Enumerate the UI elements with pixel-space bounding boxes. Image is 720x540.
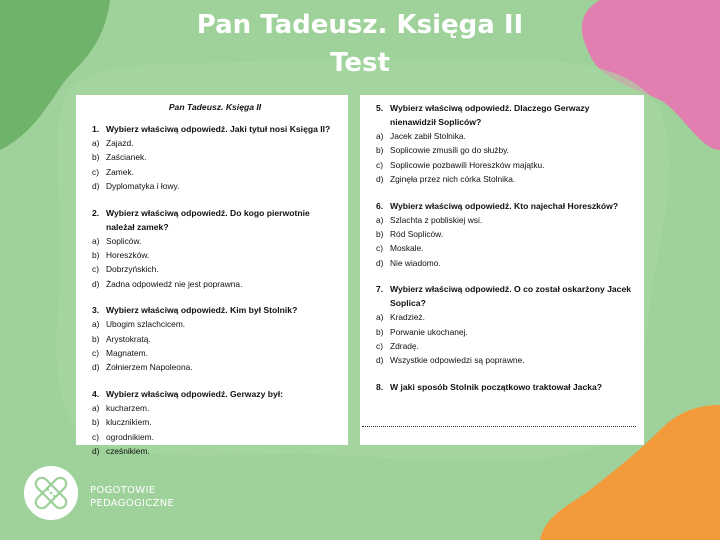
question-text: Wybierz właściwą odpowiedź. Kto najechał Horeszków? xyxy=(390,200,619,211)
option-text: kucharzem. xyxy=(106,402,150,413)
option-letter: c) xyxy=(92,264,99,275)
option-letter: d) xyxy=(92,446,100,457)
answer-option xyxy=(376,325,634,339)
option-letter: b) xyxy=(92,333,100,344)
option-text: cześnikiem. xyxy=(106,446,150,457)
test-sheet-right xyxy=(360,95,644,445)
answer-option xyxy=(92,277,338,291)
answer-option xyxy=(92,234,338,248)
bandage-icon xyxy=(24,466,78,520)
option-text: Kradzież. xyxy=(390,312,425,323)
question-number: 3. xyxy=(92,305,100,316)
option-letter: a) xyxy=(92,319,100,330)
option-text: Ród Sopliców. xyxy=(390,229,444,240)
option-text: Arystokratą. xyxy=(106,333,151,344)
option-text: Nie wiadomo. xyxy=(390,257,441,268)
answer-option xyxy=(92,444,338,458)
answer-option xyxy=(376,227,634,241)
answer-option xyxy=(376,129,634,143)
option-letter: c) xyxy=(376,159,383,170)
option-letter: a) xyxy=(376,214,384,225)
option-text: Zajazd. xyxy=(106,138,134,148)
option-letter: d) xyxy=(92,362,100,373)
answer-option xyxy=(92,248,338,262)
question-text: Wybierz właściwą odpowiedź. Gerwazy był: xyxy=(106,388,284,399)
option-text: Zamek. xyxy=(106,166,134,177)
option-text: Zginęła przez nich córka Stolnika. xyxy=(390,174,516,185)
answer-option xyxy=(92,262,338,276)
option-text: Porwanie ukochanej. xyxy=(390,326,468,337)
option-text: Soplicowie zmusili go do służby. xyxy=(390,145,510,156)
option-text: Dyplomatyka i łowy. xyxy=(106,181,180,192)
option-text: Jacek zabił Stolnika. xyxy=(390,131,466,141)
option-letter: a) xyxy=(92,138,100,148)
question-text: W jaki sposób Stolnik początkowo traktował Jacka? xyxy=(390,381,603,392)
option-letter: c) xyxy=(92,431,99,442)
question-text: Wybierz właściwą odpowiedź. O co został oskarżony Jacek Soplica? xyxy=(390,284,632,309)
question-4 xyxy=(92,387,338,459)
option-letter: d) xyxy=(92,278,100,289)
question-number: 6. xyxy=(376,200,384,211)
option-text: Moskale. xyxy=(390,243,424,254)
question-text: Wybierz właściwą odpowiedź. Jaki tytuł nosi Księga II? xyxy=(106,124,331,134)
option-letter: b) xyxy=(376,326,384,337)
answer-option xyxy=(376,172,634,186)
question-number: 8. xyxy=(376,381,384,392)
answer-option xyxy=(92,360,338,374)
option-text: Żołnierzem Napoleona. xyxy=(106,362,193,373)
option-text: ogrodnikiem. xyxy=(106,431,154,442)
option-letter: a) xyxy=(376,312,384,323)
question-number: 2. xyxy=(92,207,100,218)
option-letter: a) xyxy=(92,402,100,413)
question-2 xyxy=(92,206,338,292)
question-text: Wybierz właściwą odpowiedź. Kim był Stolnik? xyxy=(106,305,298,316)
brand-name-line1: POGOTOWIE xyxy=(90,485,156,496)
question-3 xyxy=(92,303,338,375)
answer-option xyxy=(92,317,338,331)
brand-logo xyxy=(24,466,78,520)
option-text: Wszystkie odpowiedzi są poprawne. xyxy=(390,355,525,366)
answer-option xyxy=(92,150,338,164)
option-text: Horeszków. xyxy=(106,250,150,261)
answer-option xyxy=(376,143,634,157)
option-letter: a) xyxy=(376,131,384,141)
question-text: Wybierz właściwą odpowiedź. Do kogo pierwotnie należał zamek? xyxy=(106,207,310,232)
question-8 xyxy=(376,380,634,394)
question-5 xyxy=(376,101,634,187)
option-letter: c) xyxy=(376,341,383,352)
page-subtitle: Test xyxy=(330,48,390,78)
answer-option xyxy=(376,241,634,255)
option-letter: b) xyxy=(92,152,100,163)
option-letter: d) xyxy=(376,355,384,366)
answer-option xyxy=(92,179,338,193)
option-text: klucznikiem. xyxy=(106,417,152,428)
option-text: Szlachta z pobliskiej wsi. xyxy=(390,214,483,225)
option-letter: d) xyxy=(92,181,100,192)
answer-option xyxy=(92,165,338,179)
option-letter: b) xyxy=(376,229,384,240)
answer-option xyxy=(376,256,634,270)
answer-option xyxy=(92,401,338,415)
question-7 xyxy=(376,282,634,368)
question-number: 5. xyxy=(376,103,384,113)
option-text: Soplicowie pozbawili Horeszków majątku. xyxy=(390,159,545,170)
answer-option xyxy=(92,136,338,150)
answer-option xyxy=(92,346,338,360)
question-6 xyxy=(376,199,634,271)
answer-option xyxy=(92,332,338,346)
option-letter: c) xyxy=(92,166,99,177)
question-number: 4. xyxy=(92,388,100,399)
answer-option xyxy=(92,430,338,444)
option-text: Zdradę. xyxy=(390,341,419,352)
test-sheet-left xyxy=(76,95,348,457)
option-letter: d) xyxy=(376,174,384,185)
option-letter: b) xyxy=(376,145,384,156)
question-number: 1. xyxy=(92,124,100,134)
answer-option xyxy=(376,353,634,367)
question-number: 7. xyxy=(376,284,384,295)
answer-option xyxy=(376,310,634,324)
option-letter: b) xyxy=(92,417,100,428)
option-text: Ubogim szlachcicem. xyxy=(106,319,186,330)
answer-option xyxy=(92,415,338,429)
answer-option xyxy=(376,339,634,353)
option-letter: d) xyxy=(376,257,384,268)
option-text: Żadna odpowiedź nie jest poprawna. xyxy=(106,278,243,289)
option-text: Zaścianek. xyxy=(106,152,147,163)
option-text: Dobrzyńskich. xyxy=(106,264,159,275)
answer-line xyxy=(362,426,636,427)
option-letter: b) xyxy=(92,250,100,261)
option-letter: c) xyxy=(376,243,383,254)
question-1 xyxy=(92,122,338,194)
option-letter: a) xyxy=(92,235,100,246)
answer-option xyxy=(376,213,634,227)
option-text: Magnatem. xyxy=(106,348,148,359)
doc-title: Pan Tadeusz. Księga II xyxy=(168,102,262,112)
page-title: Pan Tadeusz. Księga II xyxy=(196,10,524,40)
brand-name-line2: PEDAGOGICZNE xyxy=(90,498,175,509)
question-text: Wybierz właściwą odpowiedź. Dlaczego Gerwazy nienawidził Sopliców? xyxy=(390,103,590,127)
option-text: Sopliców. xyxy=(106,235,142,246)
option-letter: c) xyxy=(92,348,99,359)
answer-option xyxy=(376,158,634,172)
